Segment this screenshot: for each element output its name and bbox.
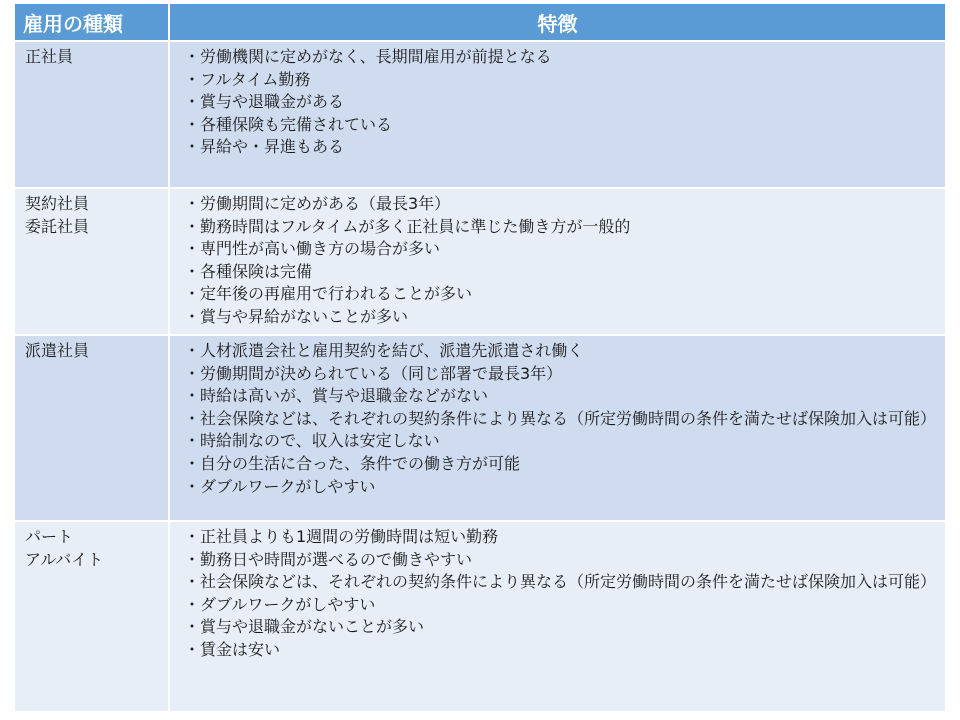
- employment-type-label: 委託社員: [25, 216, 90, 236]
- feature-item: ・社会保険などは、それぞれの契約条件により異なる（所定労働時間の条件を満たせば保険加入は可能）: [184, 408, 937, 428]
- table-row: [15, 336, 945, 522]
- feature-item: ・ダブルワークがしやすい: [184, 594, 376, 614]
- feature-item: ・各種保険は完備: [184, 261, 313, 281]
- feature-item: ・賞与や退職金がないことが多い: [184, 617, 425, 637]
- table-row: [15, 42, 945, 189]
- features-cell: [168, 336, 945, 522]
- feature-item: ・賞与や退職金がある: [184, 92, 345, 112]
- feature-item: ・フルタイム勤務: [184, 69, 311, 89]
- employment-type-cell: [15, 336, 168, 522]
- employment-type-label: 正社員: [25, 47, 74, 66]
- header-features: 特徴: [168, 4, 945, 42]
- employment-type-label: 派遣社員: [25, 341, 90, 360]
- employment-table-container: [15, 4, 945, 713]
- feature-item: ・定年後の再雇用で行われることが多い: [184, 284, 473, 304]
- table-row: [15, 522, 945, 713]
- features-cell: [168, 189, 945, 336]
- feature-item: ・正社員よりも1週間の労働時間は短い勤務: [184, 527, 499, 546]
- feature-item: ・賞与や昇給がないことが多い: [184, 306, 409, 326]
- feature-item: ・専門性が高い働き方の場合が多い: [184, 239, 441, 259]
- table-row: [15, 189, 945, 336]
- employment-type-cell: [15, 42, 168, 189]
- employment-type-cell: [15, 189, 168, 336]
- feature-item: ・時給は高いが、賞与や退職金などがない: [184, 386, 489, 406]
- features-cell: [168, 522, 945, 713]
- employment-types-table: [15, 4, 945, 713]
- table-header-row: [15, 4, 945, 42]
- feature-item: ・労働期間が決められている（同じ部署で最長3年）: [184, 363, 563, 383]
- feature-item: ・勤務日や時間が選べるので働きやすい: [184, 549, 473, 569]
- feature-item: ・賃金は安い: [184, 639, 281, 659]
- employment-type-label: アルバイト: [25, 549, 104, 569]
- feature-item: ・勤務時間はフルタイムが多く正社員に準じた働き方が一般的: [184, 216, 631, 236]
- header-employment-type: 雇用の種類: [15, 4, 168, 42]
- employment-type-label: パート: [25, 527, 74, 546]
- feature-item: ・昇給や・昇進もある: [184, 137, 345, 157]
- feature-item: ・労働期間に定めがある（最長3年）: [184, 194, 451, 213]
- employment-type-label: 契約社員: [25, 194, 90, 213]
- feature-item: ・各種保険も完備されている: [184, 114, 393, 134]
- employment-type-cell: [15, 522, 168, 713]
- features-cell: [168, 42, 945, 189]
- feature-item: ・自分の生活に合った、条件での働き方が可能: [184, 453, 521, 473]
- feature-item: ・労働機関に定めがなく、長期間雇用が前提となる: [184, 47, 552, 66]
- feature-item: ・人材派遣会社と雇用契約を結び、派遣先派遣され働く: [184, 341, 584, 360]
- feature-item: ・社会保険などは、それぞれの契約条件により異なる（所定労働時間の条件を満たせば保険加入は可能）: [184, 572, 937, 592]
- feature-item: ・ダブルワークがしやすい: [184, 476, 376, 496]
- feature-item: ・時給制なので、収入は安定しない: [184, 431, 440, 451]
